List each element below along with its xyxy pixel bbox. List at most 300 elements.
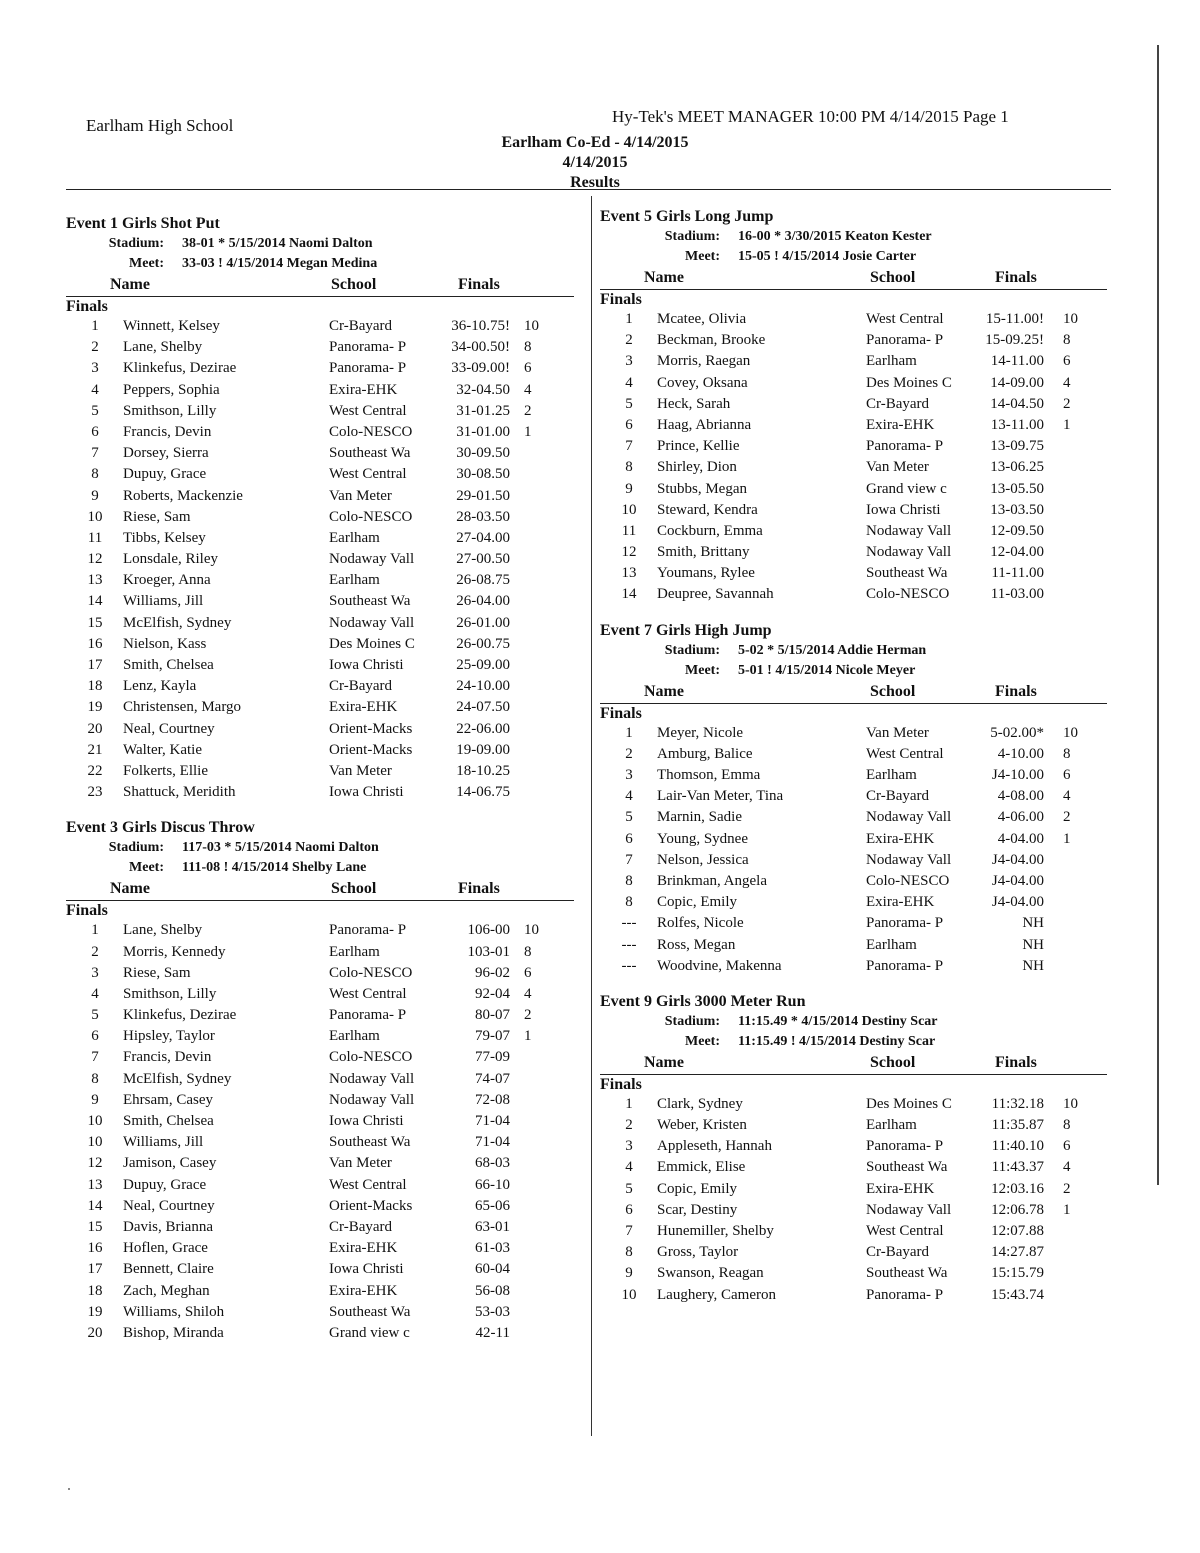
result-athlete: McElfish, Sydney <box>123 614 232 631</box>
result-row <box>600 585 1107 606</box>
result-mark: 13-09.75 <box>990 438 1044 455</box>
record-line <box>66 254 574 274</box>
result-mark: 12-09.50 <box>990 522 1044 539</box>
header-name: Name <box>644 1053 684 1071</box>
result-points: 1 <box>1063 830 1071 847</box>
result-school: Southeast Wa <box>329 1303 411 1320</box>
result-athlete: Haag, Abrianna <box>657 416 752 433</box>
result-athlete: Dorsey, Sierra <box>123 445 209 462</box>
result-place: 4 <box>625 1159 633 1176</box>
result-mark: 14-09.00 <box>990 374 1044 391</box>
result-mark: 26-00.75 <box>456 635 510 652</box>
result-athlete: Bishop, Miranda <box>123 1324 224 1341</box>
result-athlete: Klinkefus, Dezirae <box>123 360 237 377</box>
result-school: Nodaway Vall <box>329 614 415 631</box>
result-row <box>600 1201 1107 1222</box>
result-mark: 103-01 <box>467 943 510 960</box>
record-label: Stadium: <box>664 229 720 244</box>
result-athlete: Prince, Kellie <box>657 438 740 455</box>
result-school: Exira-EHK <box>866 894 935 911</box>
result-row <box>600 1116 1107 1137</box>
result-athlete: Ehrsam, Casey <box>123 1091 213 1108</box>
result-row <box>66 423 574 444</box>
record-value: 33-03 ! 4/15/2014 Megan Medina <box>182 256 378 271</box>
result-mark: 27-04.00 <box>456 529 510 546</box>
column-header-row <box>66 274 574 297</box>
result-mark: 15:15.79 <box>991 1265 1044 1282</box>
result-row <box>66 762 574 783</box>
record-value: 16-00 * 3/30/2015 Keaton Kester <box>738 229 932 244</box>
result-points: 2 <box>1063 1180 1071 1197</box>
result-points: 4 <box>524 985 532 1002</box>
result-athlete: Winnett, Kelsey <box>123 318 220 334</box>
column-header-row <box>66 878 574 901</box>
result-row <box>66 985 574 1006</box>
result-mark: 12:03.16 <box>991 1180 1044 1197</box>
result-athlete: Copic, Emily <box>657 1180 737 1197</box>
result-place: 18 <box>87 678 103 695</box>
header-finals: Finals <box>995 1053 1037 1071</box>
record-label: Meet: <box>129 860 164 876</box>
result-school: Panorama- P <box>329 339 407 356</box>
result-school: Nodaway Vall <box>329 1070 415 1087</box>
result-row <box>66 614 574 635</box>
result-place: 7 <box>91 445 99 462</box>
result-school: Iowa Christi <box>329 1261 404 1278</box>
record-value: 5-01 ! 4/15/2014 Nicole Meyer <box>738 662 916 678</box>
result-mark: 19-09.00 <box>456 741 510 758</box>
result-athlete: Woodvine, Makenna <box>657 957 782 974</box>
result-mark: 34-00.50! <box>451 339 510 356</box>
result-mark: 11:35.87 <box>991 1117 1044 1134</box>
result-place: 10 <box>621 1286 637 1303</box>
result-athlete: Roberts, Mackenzie <box>123 487 243 504</box>
result-mark: 11-03.00 <box>990 586 1044 603</box>
result-school: Iowa Christi <box>329 1113 404 1129</box>
record-label: Meet: <box>685 662 720 678</box>
event-section <box>66 818 574 1345</box>
record-value: 11:15.49 * 4/15/2014 Destiny Scar <box>738 1013 938 1029</box>
result-row <box>66 677 574 698</box>
result-school: Exira-EHK <box>866 1180 935 1197</box>
result-row <box>600 480 1107 501</box>
result-athlete: Swanson, Reagan <box>657 1265 764 1282</box>
result-place: 12 <box>621 544 637 561</box>
result-row <box>66 487 574 508</box>
result-row <box>600 1137 1107 1158</box>
result-row <box>600 1180 1107 1201</box>
finals-section-label: Finals <box>600 291 642 308</box>
result-points: 10 <box>524 922 539 939</box>
record-line <box>600 247 1107 267</box>
result-mark: 71-04 <box>475 1113 510 1129</box>
scan-speck <box>68 1488 70 1490</box>
column-header-row <box>600 681 1107 704</box>
record-line <box>600 227 1107 247</box>
header-school: School <box>870 682 916 700</box>
result-place: 2 <box>625 1117 633 1134</box>
result-place: 8 <box>625 459 633 476</box>
result-place: 18 <box>87 1282 103 1299</box>
result-mark: 24-07.50 <box>456 699 510 716</box>
result-school: Nodaway Vall <box>866 522 952 539</box>
result-mark: 11:43.37 <box>991 1159 1044 1176</box>
result-athlete: Klinkefus, Dezirae <box>123 1007 237 1024</box>
result-athlete: Gross, Taylor <box>657 1244 739 1261</box>
result-place: 16 <box>87 635 103 652</box>
record-line <box>66 858 574 878</box>
event-section <box>600 992 1107 1307</box>
result-row <box>66 783 574 804</box>
result-points: 8 <box>1063 332 1071 349</box>
result-mark: 4-08.00 <box>997 788 1044 805</box>
result-school: Iowa Christi <box>866 501 941 518</box>
result-mark: 15-11.00! <box>985 311 1044 327</box>
result-school: Iowa Christi <box>329 657 404 673</box>
result-row <box>600 543 1107 564</box>
result-athlete: Lenz, Kayla <box>123 678 197 695</box>
result-row <box>600 957 1107 978</box>
result-school: Earlham <box>866 767 917 783</box>
result-mark: 26-01.00 <box>456 614 510 631</box>
header-school: School <box>331 276 377 293</box>
result-points: 8 <box>524 943 532 960</box>
result-place: 5 <box>625 1180 633 1197</box>
result-athlete: Neal, Courtney <box>123 1197 215 1214</box>
result-athlete: Morris, Kennedy <box>123 943 226 960</box>
result-school: Panorama- P <box>866 438 944 455</box>
result-row <box>66 698 574 719</box>
result-mark: 12-04.00 <box>990 544 1044 561</box>
result-place: 5 <box>91 1007 99 1024</box>
result-place: 5 <box>625 395 633 412</box>
result-place: 10 <box>621 501 637 518</box>
software-header: Hy-Tek's MEET MANAGER 10:00 PM 4/14/2015 Page 1 <box>612 107 1009 126</box>
result-row <box>600 1222 1107 1243</box>
record-value: 11:15.49 ! 4/15/2014 Destiny Scar <box>738 1033 936 1049</box>
result-row <box>66 1324 574 1345</box>
result-place: 4 <box>91 381 99 398</box>
result-mark: 31-01.25 <box>456 402 510 419</box>
school-name: Earlham High School <box>86 116 234 135</box>
result-school: Nodaway Vall <box>866 1201 952 1218</box>
result-athlete: Copic, Emily <box>657 894 737 911</box>
result-row <box>600 914 1107 935</box>
result-school: Van Meter <box>329 1155 392 1172</box>
result-mark: 96-02 <box>475 964 510 981</box>
result-place: 2 <box>91 943 99 960</box>
result-school: Exira-EHK <box>866 416 935 433</box>
result-place: 14 <box>87 1197 103 1214</box>
result-athlete: Hipsley, Taylor <box>123 1028 215 1045</box>
result-place: 4 <box>625 374 633 391</box>
result-row <box>66 550 574 571</box>
result-school: Earlham <box>329 572 380 589</box>
meet-name: Earlham Co-Ed - 4/14/2015 <box>501 134 689 151</box>
column-divider <box>591 196 592 1436</box>
result-mark: 42-11 <box>475 1324 510 1341</box>
result-school: Exira-EHK <box>329 381 398 398</box>
result-place: 1 <box>625 724 633 741</box>
result-place: 17 <box>87 1261 103 1278</box>
result-school: Van Meter <box>329 762 392 779</box>
result-place: 10 <box>87 1134 103 1151</box>
result-row <box>66 964 574 985</box>
event-title: Event 7 Girls High Jump <box>600 621 772 639</box>
finals-section-label: Finals <box>600 1075 642 1093</box>
result-row <box>66 1048 574 1069</box>
result-place: 13 <box>87 1176 103 1193</box>
result-place: 14 <box>87 593 103 610</box>
result-place: 9 <box>91 1091 99 1108</box>
result-place: 1 <box>91 318 99 334</box>
result-row <box>600 437 1107 458</box>
result-place: 10 <box>87 508 103 525</box>
result-athlete: Walter, Katie <box>123 741 202 758</box>
result-place: 7 <box>625 1223 633 1239</box>
result-school: Orient-Macks <box>329 741 413 758</box>
result-athlete: Beckman, Brooke <box>657 332 766 349</box>
header-finals: Finals <box>458 276 500 293</box>
left-column <box>66 214 574 1359</box>
result-school: West Central <box>329 985 407 1002</box>
result-mark: 65-06 <box>475 1197 510 1214</box>
result-place: 3 <box>625 1138 633 1155</box>
result-mark: NH <box>1022 957 1044 974</box>
result-school: Grand view c <box>866 480 947 497</box>
result-athlete: Nielson, Kass <box>123 635 207 652</box>
record-value: 38-01 * 5/15/2014 Naomi Dalton <box>182 236 373 251</box>
result-row <box>600 501 1107 522</box>
result-school: Cr-Bayard <box>866 1244 930 1261</box>
result-school: Nodaway Vall <box>329 1091 415 1108</box>
event-title: Event 1 Girls Shot Put <box>66 215 220 232</box>
header-school: School <box>870 1053 916 1071</box>
result-mark: 5-02.00* <box>990 724 1044 741</box>
result-mark: 29-01.50 <box>456 487 510 504</box>
record-value: 117-03 * 5/15/2014 Naomi Dalton <box>182 840 379 856</box>
header-name: Name <box>644 269 684 286</box>
record-value: 111-08 ! 4/15/2014 Shelby Lane <box>182 860 367 876</box>
result-row <box>66 1006 574 1027</box>
result-place: 19 <box>87 699 103 716</box>
record-label: Stadium: <box>664 642 720 658</box>
result-row <box>600 787 1107 808</box>
result-place: 5 <box>91 402 99 419</box>
result-place: 8 <box>625 872 633 889</box>
result-place: 16 <box>87 1240 103 1257</box>
finals-section-label: Finals <box>600 704 642 722</box>
result-row <box>600 352 1107 373</box>
result-mark: 30-09.50 <box>456 445 510 462</box>
result-place: 8 <box>625 1244 633 1261</box>
result-mark: J4-04.00 <box>991 894 1044 911</box>
result-row <box>66 338 574 359</box>
result-athlete: Francis, Devin <box>123 1049 212 1066</box>
result-row <box>66 381 574 402</box>
result-school: Van Meter <box>866 459 929 476</box>
result-athlete: Neal, Courtney <box>123 720 215 737</box>
result-row <box>600 808 1107 829</box>
result-athlete: Tibbs, Kelsey <box>123 529 206 546</box>
result-school: Van Meter <box>329 487 392 504</box>
record-label: Meet: <box>685 1033 720 1049</box>
result-school: West Central <box>329 1176 407 1193</box>
result-athlete: Young, Sydnee <box>657 830 748 847</box>
result-mark: 22-06.00 <box>456 720 510 737</box>
result-athlete: Zach, Meghan <box>123 1282 210 1299</box>
result-school: Colo-NESCO <box>866 872 950 889</box>
result-place: --- <box>621 915 637 932</box>
result-mark: 11:32.18 <box>991 1095 1044 1112</box>
result-school: West Central <box>329 402 407 419</box>
result-mark: 31-01.00 <box>456 423 510 440</box>
result-athlete: Lair-Van Meter, Tina <box>657 788 784 805</box>
result-row <box>66 402 574 423</box>
result-athlete: Meyer, Nicole <box>657 724 744 741</box>
result-place: 11 <box>621 522 637 539</box>
result-mark: 77-09 <box>475 1049 510 1066</box>
header-name: Name <box>110 880 150 898</box>
result-row <box>600 374 1107 395</box>
result-athlete: McElfish, Sydney <box>123 1070 232 1087</box>
event-section <box>600 621 1107 978</box>
result-row <box>600 331 1107 352</box>
result-row <box>66 741 574 762</box>
result-mark: 30-08.50 <box>456 466 510 483</box>
result-points: 6 <box>1063 767 1071 783</box>
result-row <box>66 1112 574 1133</box>
result-athlete: Smith, Chelsea <box>123 1113 214 1129</box>
result-athlete: Steward, Kendra <box>657 501 758 518</box>
result-mark: 24-10.00 <box>456 678 510 695</box>
result-mark: 25-09.00 <box>456 657 510 673</box>
event-section <box>66 214 574 804</box>
result-row <box>66 592 574 613</box>
result-place: 3 <box>625 767 633 783</box>
result-athlete: Hunemiller, Shelby <box>657 1223 774 1239</box>
result-points: 6 <box>1063 353 1071 370</box>
header-name: Name <box>110 276 150 293</box>
event-title: Event 9 Girls 3000 Meter Run <box>600 992 806 1010</box>
result-points: 1 <box>524 1028 532 1045</box>
result-school: Grand view c <box>329 1324 410 1341</box>
result-row <box>66 1176 574 1197</box>
result-athlete: Dupuy, Grace <box>123 466 207 483</box>
result-points: 1 <box>1063 416 1071 433</box>
result-mark: 92-04 <box>475 985 510 1002</box>
result-mark: 26-08.75 <box>456 572 510 589</box>
record-line <box>600 641 1107 661</box>
result-row <box>66 943 574 964</box>
result-athlete: Emmick, Elise <box>657 1159 746 1176</box>
result-athlete: Riese, Sam <box>123 964 191 981</box>
result-place: 7 <box>91 1049 99 1066</box>
result-school: Southeast Wa <box>329 445 411 462</box>
result-row <box>66 635 574 656</box>
result-athlete: Deupree, Savannah <box>657 586 774 603</box>
result-athlete: Smith, Chelsea <box>123 657 214 673</box>
finals-section-label: Finals <box>66 902 108 920</box>
result-mark: 12:07.88 <box>991 1223 1044 1239</box>
result-row <box>66 1218 574 1239</box>
meet-date: 4/14/2015 <box>562 154 628 171</box>
result-place: 2 <box>625 332 633 349</box>
result-school: Panorama- P <box>866 915 944 932</box>
result-row <box>600 416 1107 437</box>
result-athlete: Heck, Sarah <box>657 395 731 412</box>
result-points: 4 <box>524 381 532 398</box>
result-row <box>600 766 1107 787</box>
result-points: 2 <box>1063 809 1071 826</box>
result-row <box>66 1070 574 1091</box>
result-points: 2 <box>1063 395 1071 412</box>
result-mark: NH <box>1022 936 1044 953</box>
result-athlete: Shattuck, Meridith <box>123 784 236 801</box>
result-row <box>600 1264 1107 1285</box>
result-place: 15 <box>87 614 103 631</box>
result-athlete: Nelson, Jessica <box>657 851 749 868</box>
result-mark: 71-04 <box>475 1134 510 1151</box>
result-school: Earlham <box>866 936 917 953</box>
result-row <box>66 1260 574 1281</box>
result-athlete: Lonsdale, Riley <box>123 551 218 568</box>
result-row <box>66 508 574 529</box>
result-row <box>66 359 574 380</box>
right-column <box>600 207 1107 1321</box>
result-place: 3 <box>625 353 633 370</box>
result-row <box>600 745 1107 766</box>
result-mark: 66-10 <box>475 1176 510 1193</box>
finals-section-label: Finals <box>66 298 108 315</box>
result-athlete: Kroeger, Anna <box>123 572 211 589</box>
result-athlete: Youmans, Rylee <box>657 565 755 582</box>
event-title: Event 5 Girls Long Jump <box>600 208 774 225</box>
record-line <box>66 838 574 858</box>
result-athlete: Stubbs, Megan <box>657 480 747 497</box>
result-athlete: Hoflen, Grace <box>123 1240 208 1257</box>
result-athlete: Scar, Destiny <box>657 1201 738 1218</box>
result-mark: 14-04.50 <box>990 395 1044 412</box>
result-athlete: Lane, Shelby <box>123 339 203 356</box>
result-school: Cr-Bayard <box>329 678 393 695</box>
result-mark: 4-04.00 <box>997 830 1044 847</box>
result-mark: 63-01 <box>475 1218 510 1235</box>
result-athlete: Cockburn, Emma <box>657 522 763 539</box>
result-athlete: Ross, Megan <box>657 936 736 953</box>
record-line <box>66 234 574 254</box>
result-school: Exira-EHK <box>329 1240 398 1257</box>
result-row <box>66 465 574 486</box>
result-place: 1 <box>91 922 99 939</box>
result-mark: 15:43.74 <box>991 1286 1044 1303</box>
result-athlete: Rolfes, Nicole <box>657 915 744 932</box>
result-row <box>66 1027 574 1048</box>
result-place: 1 <box>625 1095 633 1112</box>
result-mark: 74-07 <box>475 1070 510 1087</box>
result-school: Panorama- P <box>866 1286 944 1303</box>
result-place: 20 <box>87 720 103 737</box>
result-mark: 11-11.00 <box>991 565 1044 582</box>
result-mark: 14-11.00 <box>990 353 1044 370</box>
result-place: 3 <box>91 964 99 981</box>
result-athlete: Williams, Shiloh <box>123 1303 225 1320</box>
header-school: School <box>870 269 916 286</box>
result-mark: 56-08 <box>475 1282 510 1299</box>
result-school: Panorama- P <box>866 332 944 349</box>
result-place: 5 <box>625 809 633 826</box>
result-school: Exira-EHK <box>329 1282 398 1299</box>
